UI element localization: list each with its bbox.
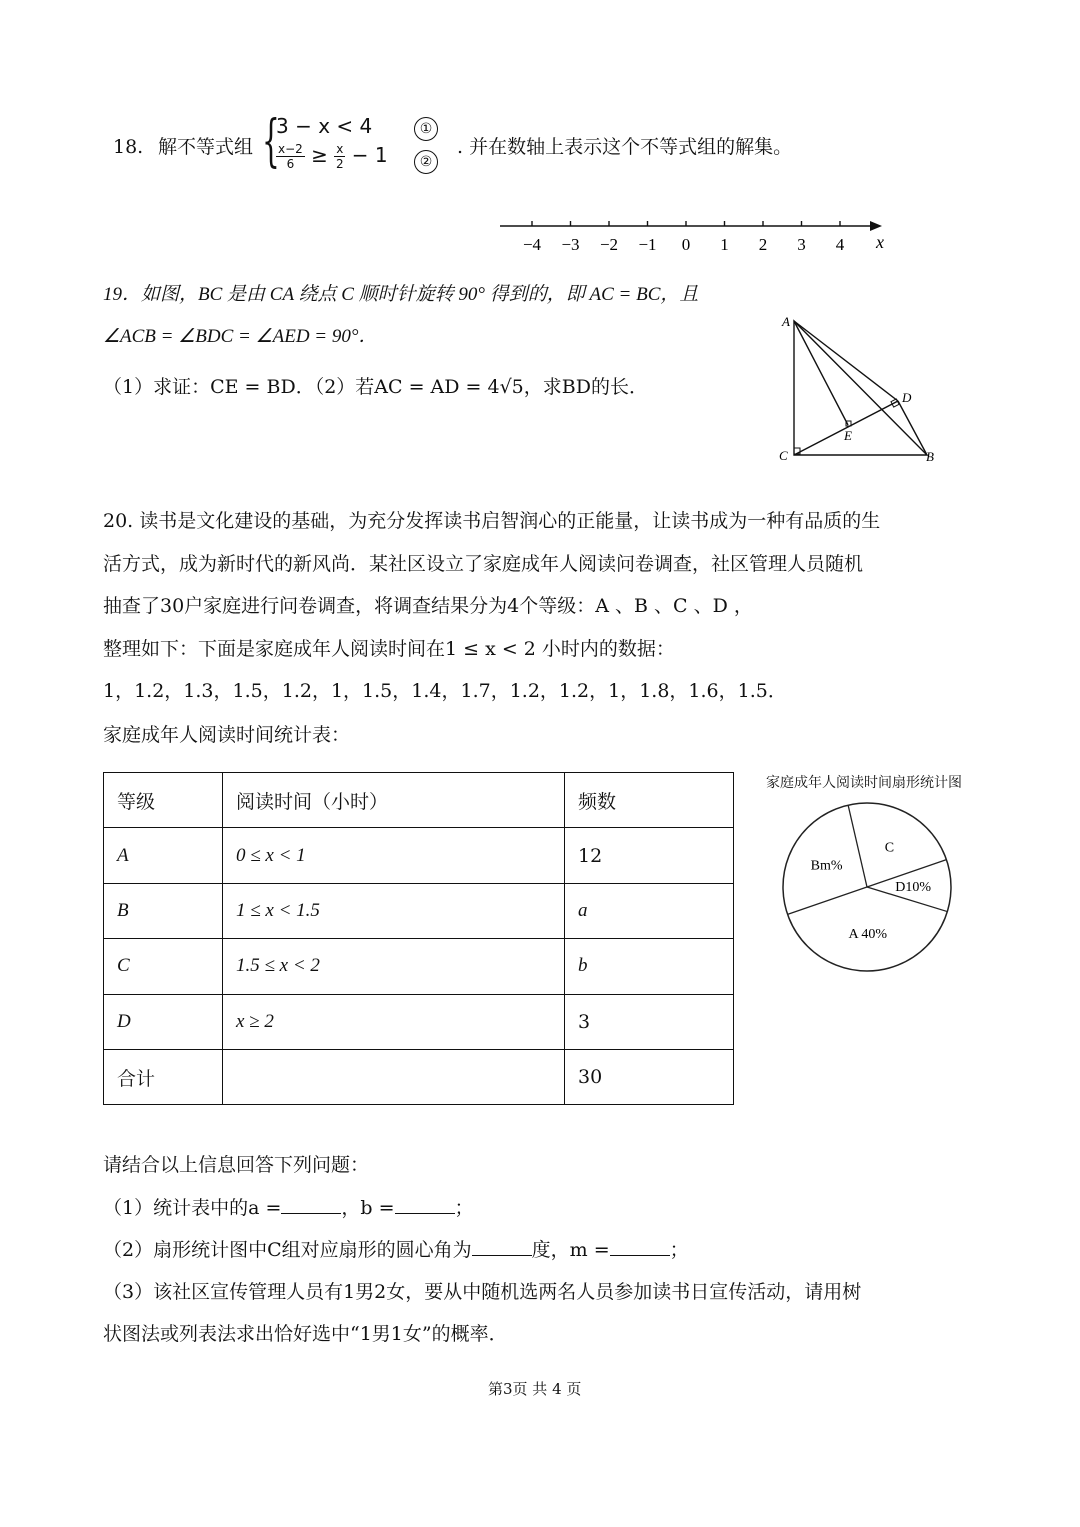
point-E: E — [844, 428, 852, 443]
table-cell: 1.5 ≤ x < 2 — [223, 939, 565, 994]
table-cell: D — [104, 994, 223, 1049]
q20-p4: 整理如下：下面是家庭成年人阅读时间在1 ≤ x < 2 小时内的数据： — [103, 638, 675, 660]
pie-label-C: C — [884, 840, 895, 856]
q18-mark2: ② — [414, 150, 438, 174]
q-intro: 请结合以上信息回答下列问题： — [103, 1154, 370, 1176]
table-header: 等级 — [104, 773, 223, 828]
table-row — [104, 939, 734, 994]
table-cell: b — [565, 939, 734, 994]
axis-tick-label: 4 — [835, 235, 845, 254]
q19-line1: 19．如图，BC 是由 CA 绕点 C 顺时针旋转 90° 得到的，即 AC = BC，且 — [103, 284, 699, 305]
q20-p1: 20. 读书是文化建设的基础，为充分发挥读书启智润心的正能量，让读书成为一种有品质的生 — [103, 510, 881, 532]
q19-line2: ∠ACB = ∠BDC = ∠AED = 90°． — [103, 326, 378, 347]
q18-mark1: ① — [414, 117, 438, 141]
table-row — [104, 828, 734, 883]
axis-tick-label: 0 — [681, 235, 691, 254]
page-footer: 第3页 共 4 页 — [488, 1380, 582, 1398]
table-cell: B — [104, 883, 223, 938]
table-cell: a — [565, 883, 734, 938]
table-header: 频数 — [565, 773, 734, 828]
q3-line2: 状图法或列表法求出恰好选中“1男1女”的概率． — [103, 1323, 508, 1345]
pie-label-B: Bm% — [810, 858, 843, 874]
table-row — [104, 883, 734, 938]
table-cell: 0 ≤ x < 1 — [223, 828, 565, 883]
q18-line1: 3 − x < 4 — [276, 114, 373, 138]
point-B: B — [926, 449, 934, 464]
axis-tick-label: 1 — [720, 235, 729, 254]
point-D: D — [902, 390, 912, 405]
number-line — [490, 210, 910, 260]
table-cell: 3 — [565, 994, 734, 1049]
table-title: 家庭成年人阅读时间统计表： — [103, 724, 351, 746]
point-A: A — [782, 314, 790, 329]
table-header: 阅读时间（小时） — [223, 773, 565, 828]
q20-p3: 抽查了30户家庭进行问卷调查，将调查结果分为4个等级：A 、B 、C 、D ， — [103, 595, 753, 617]
q19-line3: （1）求证：CE = BD．（2）若AC = AD = 4√5，求BD的长． — [103, 376, 648, 398]
q1: （1）统计表中的a = ，b = ； — [103, 1197, 474, 1219]
table-cell: A — [104, 828, 223, 883]
answer-blank-m[interactable] — [610, 1237, 670, 1256]
table-cell: C — [104, 939, 223, 994]
q18-prefix: 解不等式组 — [158, 136, 254, 158]
q3-line1: （3）该社区宣传管理人员有1男2女，要从中随机选两名人员参加读书日宣传活动，请用树 — [103, 1281, 862, 1303]
q20-p5: 1，1.2，1.3，1.5，1.2，1，1.5，1.4，1.7，1.2，1.2，1，1.8，1.6，1.5． — [103, 680, 787, 702]
table-cell — [223, 1049, 565, 1104]
pie-label-D: D10% — [895, 880, 932, 896]
axis-x-label: x — [876, 232, 884, 252]
axis-tick-label: −4 — [522, 235, 542, 254]
table-row — [104, 994, 734, 1049]
q19-figure — [770, 305, 950, 475]
table-cell: 1 ≤ x < 1.5 — [223, 883, 565, 938]
table-cell: 30 — [565, 1049, 734, 1104]
axis-tick-label: −1 — [638, 235, 657, 254]
point-C: C — [779, 448, 788, 463]
table-cell: 合计 — [104, 1049, 223, 1104]
answer-blank-angle[interactable] — [472, 1237, 532, 1256]
q18-frac1: $\frac{x-2}{6}$ — [278, 142, 303, 171]
axis-tick-label: 3 — [797, 235, 806, 254]
q2: （2）扇形统计图中C组对应扇形的圆心角为 度，m = ； — [103, 1239, 689, 1261]
axis-tick-label: 2 — [758, 235, 768, 254]
pie-chart — [775, 795, 960, 980]
axis-tick-label: −2 — [599, 235, 619, 254]
table-header-row — [104, 773, 734, 828]
answer-blank-a[interactable] — [281, 1195, 341, 1214]
stat-table — [103, 772, 734, 1105]
table-cell: 12 — [565, 828, 734, 883]
q18-number: 18. — [113, 136, 144, 158]
q18-suffix: . 并在数轴上表示这个不等式组的解集。 — [457, 136, 793, 158]
pie-label-A: A 40% — [848, 927, 888, 943]
pie-title: 家庭成年人阅读时间扇形统计图 — [766, 775, 962, 791]
q20-p2: 活方式，成为新时代的新风尚．某社区设立了家庭成年人阅读问卷调查，社区管理人员随机 — [103, 553, 864, 575]
table-row — [104, 1049, 734, 1104]
q18-brace: { — [262, 109, 280, 174]
axis-tick-label: −3 — [561, 235, 580, 254]
answer-blank-b[interactable] — [395, 1195, 455, 1214]
q18-frac2: $\frac{x}{2}$ — [336, 142, 344, 171]
q18-line2: $\frac{x-2}{6}$ ≥ $\frac{x}{2}$ − 1 — [278, 142, 388, 171]
table-cell: x ≥ 2 — [223, 994, 565, 1049]
